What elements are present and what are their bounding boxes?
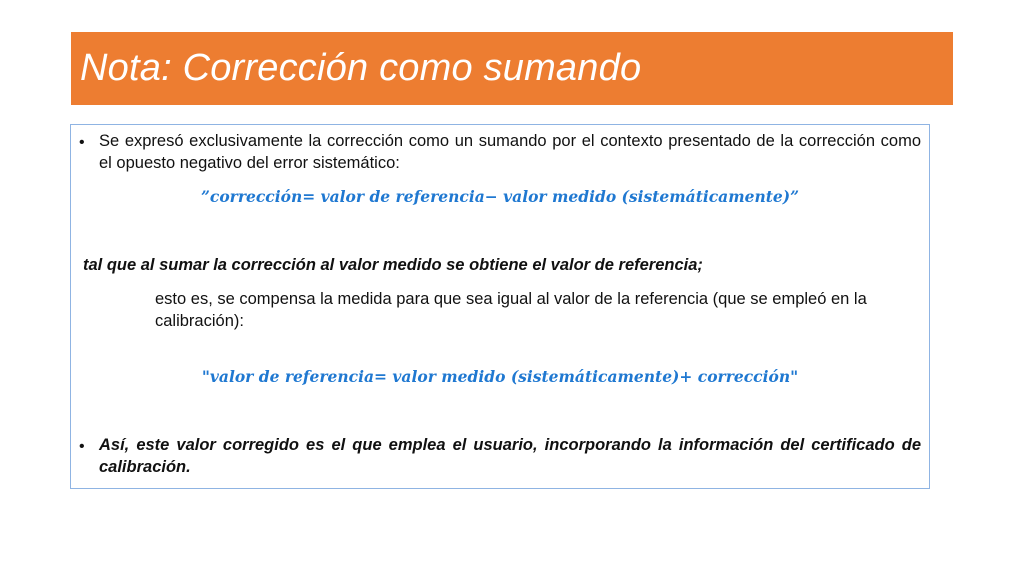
bullet-text-2: Así, este valor corregido es el que emplea el usuario, incorporando la información del certificado de calibración. [99,436,921,476]
content-box [70,124,930,489]
bold-statement: tal que al sumar la corrección al valor medido se obtiene el valor de referencia; [83,256,703,274]
indented-text: esto es, se compensa la medida para que sea igual al valor de la referencia (que se empleó en la calibración): [155,290,867,330]
slide-title: Nota: Corrección como sumando [80,47,642,89]
bullet-marker: • [79,134,85,151]
bullet-text-1: Se expresó exclusivamente la corrección como un sumando por el contexto presentado de la corrección como el opuesto negativo del error sistemático: [99,132,921,172]
formula-reference: "valor de referencia= valor medido (sistemáticamente)+ corrección" [201,367,799,386]
formula-correction: ”corrección= valor de referencia− valor medido (sistemáticamente)” [200,187,800,206]
title-bar [71,32,953,105]
bullet-marker: • [79,438,85,455]
